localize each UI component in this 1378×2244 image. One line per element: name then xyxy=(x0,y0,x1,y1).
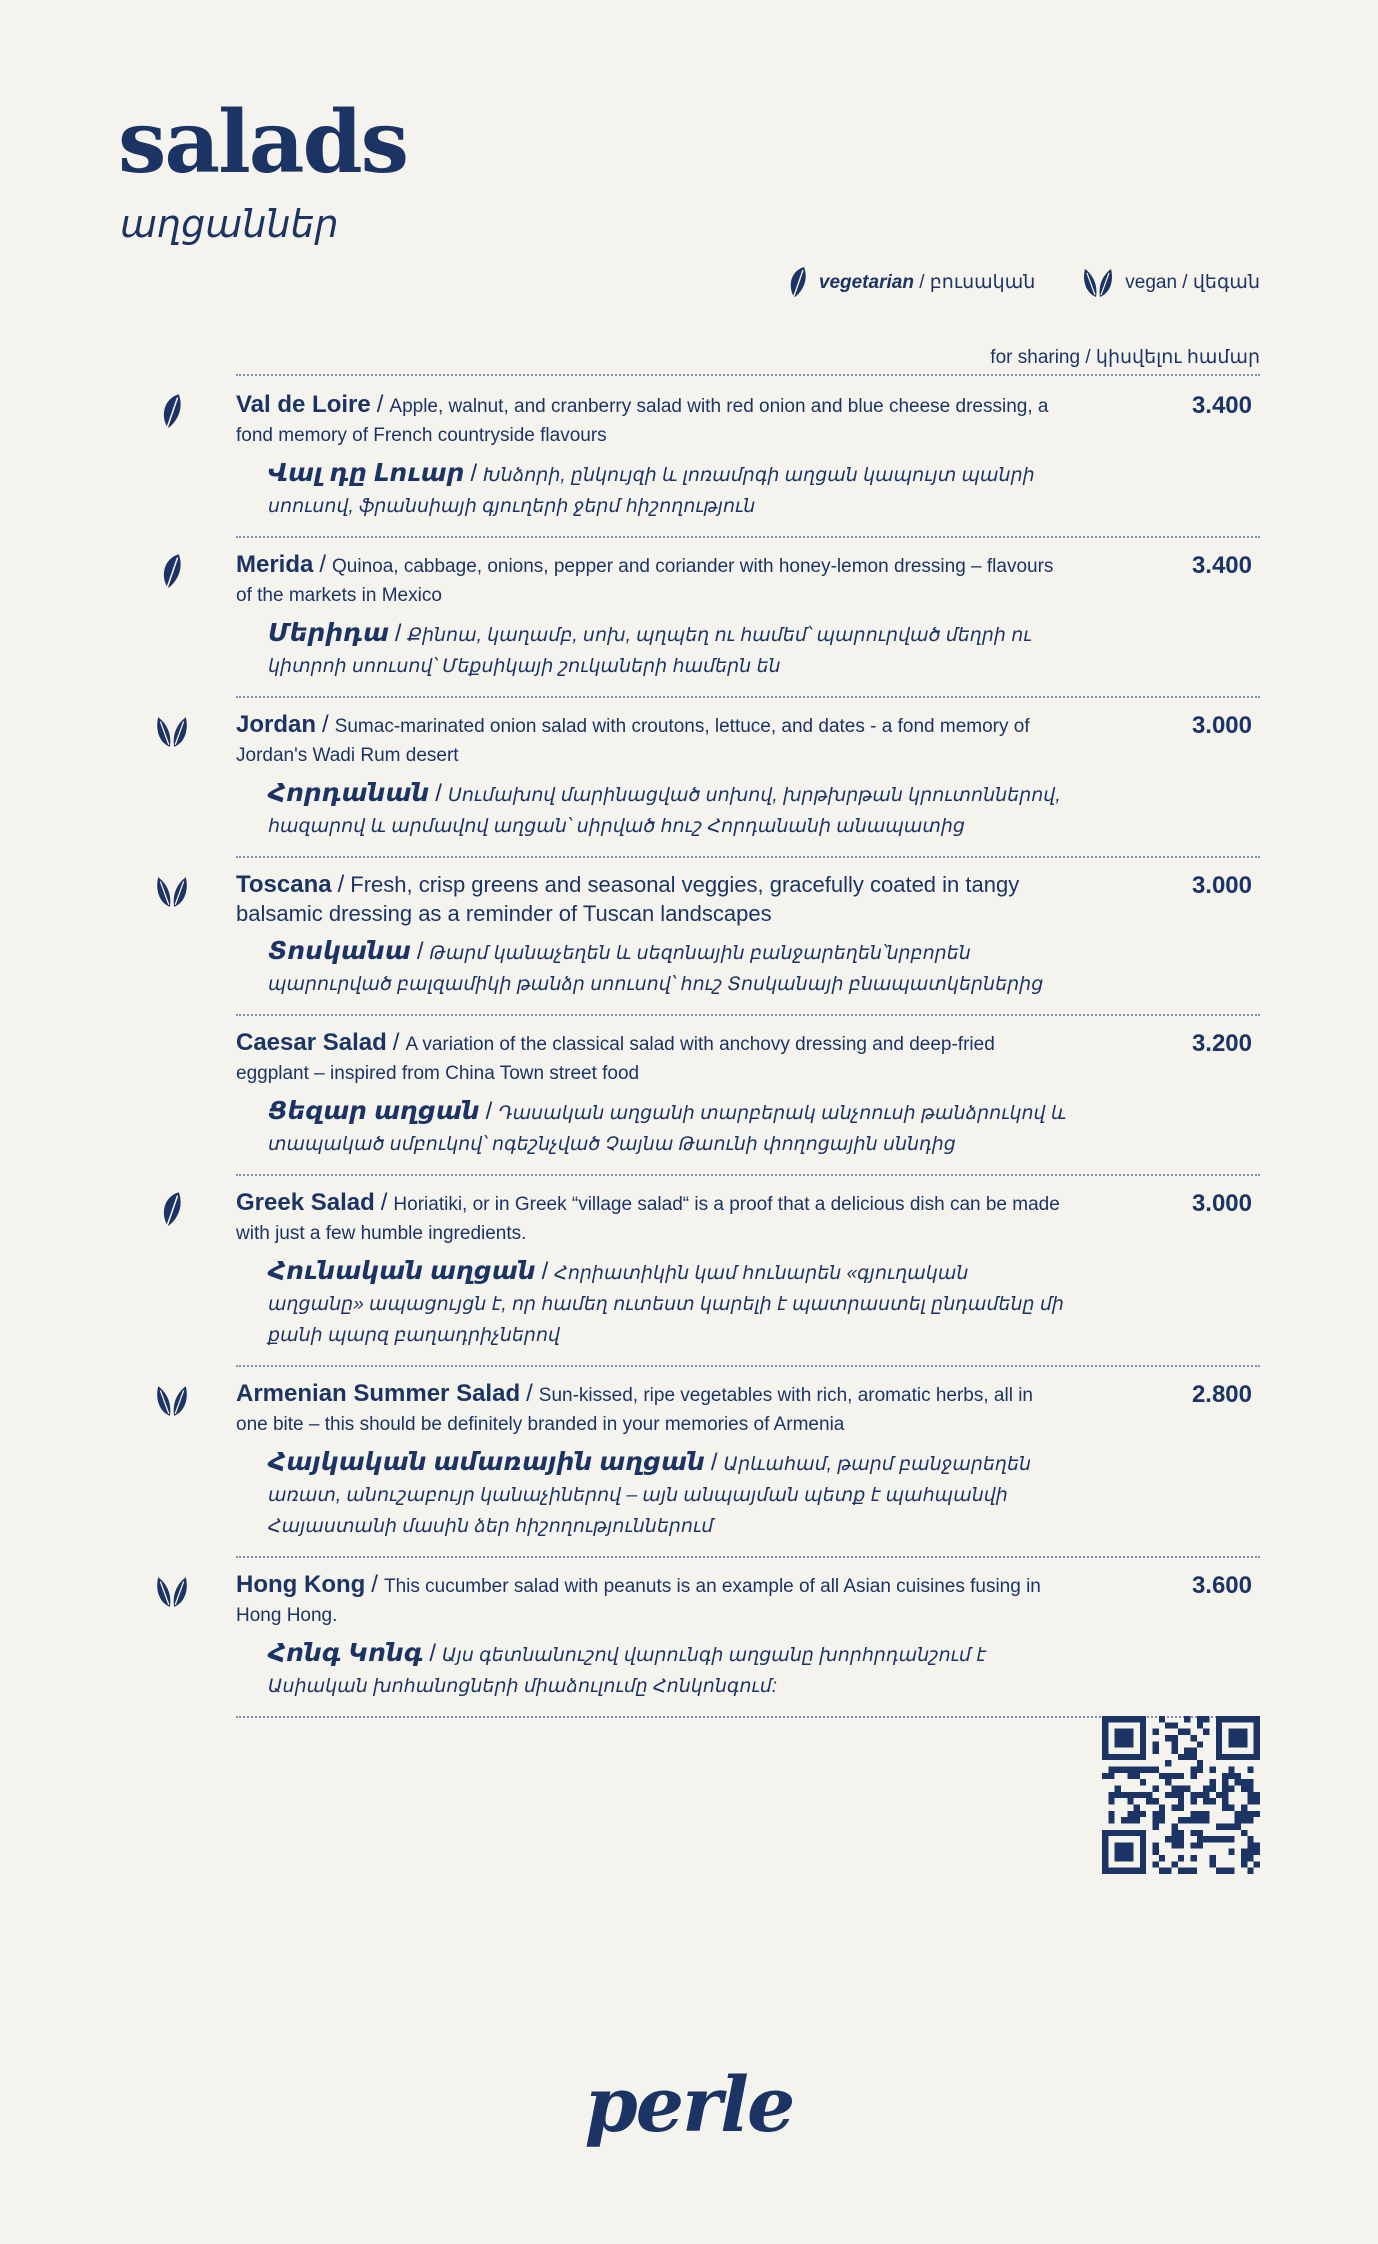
dish-name-hy: Տոսկանա xyxy=(268,937,411,965)
dish-name-en: Greek Salad xyxy=(236,1189,375,1216)
legend-vegetarian-hy: / բուսական xyxy=(913,271,1036,293)
dish-name-en: Jordan xyxy=(236,711,317,738)
dish-description-hy: Հորիատիկին կամ հունարեն «գյուղական աղցանը» ապացույցն է, որ համեղ ուտեստ կարելի է պատրաստել ընդամենը մի քանի պարզ բաղադրիչներով xyxy=(268,1263,1064,1346)
dish-armenian: Հոնգ Կոնգ / Այս գետնանուշով վարունգի աղցանը խորհրդանշում է Ասիական խոհանոցների միաձուլումը Հոնկոնգում: xyxy=(268,1639,986,1697)
dish-description-hy: Թարմ կանաչեղեն և սեզոնային բանջարեղեն՝նրբորեն պարուրված բալզամիկի թանձր սոուսով՝ հուշ Տոսկանայի բնապատկերներից xyxy=(268,943,1044,995)
dish-price: 3.000 xyxy=(1191,712,1252,739)
dish-english: Val de Loire / Apple, walnut, and cranberry salad with red onion and blue cheese dressing, a fond memory of French countryside flavours xyxy=(236,391,1049,446)
legend-vegetarian xyxy=(787,265,1035,299)
vegan-leaves-icon xyxy=(154,872,190,910)
dish-price: 3.400 xyxy=(1191,392,1252,419)
dish-name-hy: Մերիդա xyxy=(268,619,389,647)
dish-name-hy: Հայկական ամառային աղցան xyxy=(268,1448,705,1476)
menu-item xyxy=(236,1558,1260,1718)
dish-description-en: Sumac-marinated onion salad with croutons, lettuce, and dates - a fond memory of Jordan's Wadi Rum desert xyxy=(236,716,1030,766)
dish-armenian: Հայկական ամառային աղցան / Արևահամ, թարմ բանջարեղեն առատ, անուշաբույր կանաչիներով – այն անպայման պետք է պահպանվի Հայաստանի մասին ձեր հիշողություններում xyxy=(268,1448,1032,1537)
dish-name-hy: Վալ դը Լուար xyxy=(268,459,465,487)
dish-description-hy: Խնձորի, ընկույզի և լոռամրգի աղցան կապույտ պանրի սոուսով, ֆրանսիայի գյուղերի ջերմ հիշողություն xyxy=(268,465,1035,517)
menu-item xyxy=(236,378,1260,538)
dish-description-en: Fresh, crisp greens and seasonal veggies, gracefully coated in tangy balsamic dressing as a reminder of Tuscan landscapes xyxy=(236,872,1020,926)
dish-description-en: A variation of the classical salad with anchovy dressing and deep-fried eggplant – inspired from China Town street food xyxy=(236,1034,995,1084)
dish-armenian: Վալ դը Լուար / Խնձորի, ընկույզի և լոռամրգի աղցան կապույտ պանրի սոուսով, ֆրանսիայի գյուղերի ջերմ հիշողություն xyxy=(268,459,1035,517)
sharing-note: for sharing / կիսվելու համար xyxy=(990,347,1260,368)
dish-armenian: Տոսկանա / Թարմ կանաչեղեն և սեզոնային բանջարեղեն՝նրբորեն պարուրված բալզամիկի թանձր սոուսով՝ հուշ Տոսկանայի բնապատկերներից xyxy=(268,937,1044,995)
vegetarian-leaf-icon xyxy=(787,265,809,299)
menu-item xyxy=(236,858,1260,1016)
dish-english: Armenian Summer Salad / Sun-kissed, ripe vegetables with rich, aromatic herbs, all in one bite – this should be definitely branded in your memories of Armenia xyxy=(236,1380,1034,1435)
dish-english: Greek Salad / Horiatiki, or in Greek “village salad“ is a proof that a delicious dish can be made with just a few humble ingredients. xyxy=(236,1189,1060,1244)
dish-name-en: Hong Kong xyxy=(236,1571,366,1598)
dish-english: Caesar Salad / A variation of the classical salad with anchovy dressing and deep-fried eggplant – inspired from China Town street food xyxy=(236,1029,995,1084)
dish-description-en: Sun-kissed, ripe vegetables with rich, aromatic herbs, all in one bite – this should be definitely branded in your memories of Armenia xyxy=(236,1385,1034,1435)
dish-name-en: Val de Loire xyxy=(236,391,371,418)
diet-legend xyxy=(787,265,1260,299)
dish-description-en: Quinoa, cabbage, onions, pepper and coriander with honey-lemon dressing – flavours of the markets in Mexico xyxy=(236,556,1054,606)
divider xyxy=(236,374,1260,376)
vegetarian-leaf-icon xyxy=(158,552,194,590)
dish-description-hy: Սումախով մարինացված սոխով, խրթխրթան կրուտոններով, հազարով և արմավով աղցան՝ սիրված հուշ Հորդանանի անապատից xyxy=(268,785,1061,837)
dish-description-hy: Այս գետնանուշով վարունգի աղցանը խորհրդանշում է Ասիական խոհանոցների միաձուլումը Հոնկոնգում: xyxy=(268,1645,986,1697)
dish-price: 3.000 xyxy=(1191,1190,1252,1217)
dish-english: Jordan / Sumac-marinated onion salad with croutons, lettuce, and dates - a fond memory of Jordan's Wadi Rum desert xyxy=(236,711,1030,766)
dish-armenian: Մերիդա / Քինոա, կաղամբ, սոխ, պղպեղ ու համեմ՝ պարուրված մեղրի ու կիտրոի սոուսով՝ Մեքսիկայի շուկաների համերն են xyxy=(268,619,1032,677)
dish-name-hy: Հոնգ Կոնգ xyxy=(268,1639,424,1667)
vegan-leaves-icon xyxy=(154,1572,190,1610)
legend-vegan-label: vegan / վեգան xyxy=(1125,271,1260,293)
menu-item xyxy=(236,1016,1260,1176)
dish-name-hy: Հունական աղցան xyxy=(268,1257,536,1285)
dish-description-en: This cucumber salad with peanuts is an example of all Asian cuisines fusing in Hong Hong. xyxy=(236,1576,1041,1626)
page-title: salads xyxy=(118,92,408,193)
legend-vegetarian-en: vegetarian xyxy=(818,271,914,293)
dish-name-hy: Հորդանան xyxy=(268,779,430,807)
dish-armenian: Ցեզար աղցան / Դասական աղցանի տարբերակ անչոուսի թանձրուկով և տապակած սմբուկով՝ ոգեշնչված Չայնա Թաունի փողոցային սննդից xyxy=(268,1097,1067,1155)
page-subtitle: աղցաններ xyxy=(120,202,339,246)
vegetarian-leaf-icon xyxy=(158,392,194,430)
vegan-leaves-icon xyxy=(154,712,190,750)
dish-name-en: Merida xyxy=(236,551,314,578)
dish-name-hy: Ցեզար աղցան xyxy=(268,1097,480,1125)
dish-description-hy: Դասական աղցանի տարբերակ անչոուսի թանձրուկով և տապակած սմբուկով՝ ոգեշնչված Չայնա Թաունի փողոցային սննդից xyxy=(268,1103,1067,1155)
salad-menu xyxy=(0,378,1378,1718)
dish-price: 3.600 xyxy=(1191,1572,1252,1599)
dish-english: Hong Kong / This cucumber salad with peanuts is an example of all Asian cuisines fusing in Hong Hong. xyxy=(236,1571,1041,1626)
dish-english: Merida / Quinoa, cabbage, onions, pepper and coriander with honey-lemon dressing – flavours of the markets in Mexico xyxy=(236,551,1054,606)
logo: perle xyxy=(584,2060,794,2149)
menu-item xyxy=(236,538,1260,698)
dish-description-en: Horiatiki, or in Greek “village salad“ is a proof that a delicious dish can be made with just a few humble ingredients. xyxy=(236,1194,1060,1244)
dish-description-hy: Քինոա, կաղամբ, սոխ, պղպեղ ու համեմ՝ պարուրված մեղրի ու կիտրոի սոուսով՝ Մեքսիկայի շուկաների համերն են xyxy=(268,625,1032,677)
dish-description-hy: Արևահամ, թարմ բանջարեղեն առատ, անուշաբույր կանաչիներով – այն անպայման պետք է պահպանվի Հայաստանի մասին ձեր հիշողություններում xyxy=(268,1454,1032,1537)
dish-name-en: Caesar Salad xyxy=(236,1029,387,1056)
legend-vegan xyxy=(1081,265,1260,299)
vegetarian-leaf-icon xyxy=(158,1190,194,1228)
dish-description-en: Apple, walnut, and cranberry salad with red onion and blue cheese dressing, a fond memory of French countryside flavours xyxy=(236,396,1049,446)
dish-name-en: Armenian Summer Salad xyxy=(236,1380,521,1407)
dish-name-en: Toscana xyxy=(236,871,332,898)
menu-item xyxy=(236,698,1260,858)
dish-price: 2.800 xyxy=(1191,1381,1252,1408)
dish-price: 3.000 xyxy=(1191,872,1252,899)
vegan-leaves-icon xyxy=(154,1381,190,1419)
dish-english: Toscana / Fresh, crisp greens and seasonal veggies, gracefully coated in tangy balsamic dressing as a reminder of Tuscan landscapes xyxy=(236,871,1020,926)
dish-price: 3.200 xyxy=(1191,1030,1252,1057)
vegan-leaves-icon xyxy=(1081,265,1115,299)
qr-code-icon xyxy=(1102,1716,1260,1874)
dish-price: 3.400 xyxy=(1191,552,1252,579)
menu-item xyxy=(236,1176,1260,1367)
menu-item xyxy=(236,1367,1260,1558)
dish-armenian: Հունական աղցան / Հորիատիկին կամ հունարեն «գյուղական աղցանը» ապացույցն է, որ համեղ ուտեստ կարելի է պատրաստել ընդամենը մի քանի պարզ բաղադրիչներով xyxy=(268,1257,1064,1346)
dish-armenian: Հորդանան / Սումախով մարինացված սոխով, խրթխրթան կրուտոններով, հազարով և արմավով աղցան՝ սիրված հուշ Հորդանանի անապատից xyxy=(268,779,1061,837)
